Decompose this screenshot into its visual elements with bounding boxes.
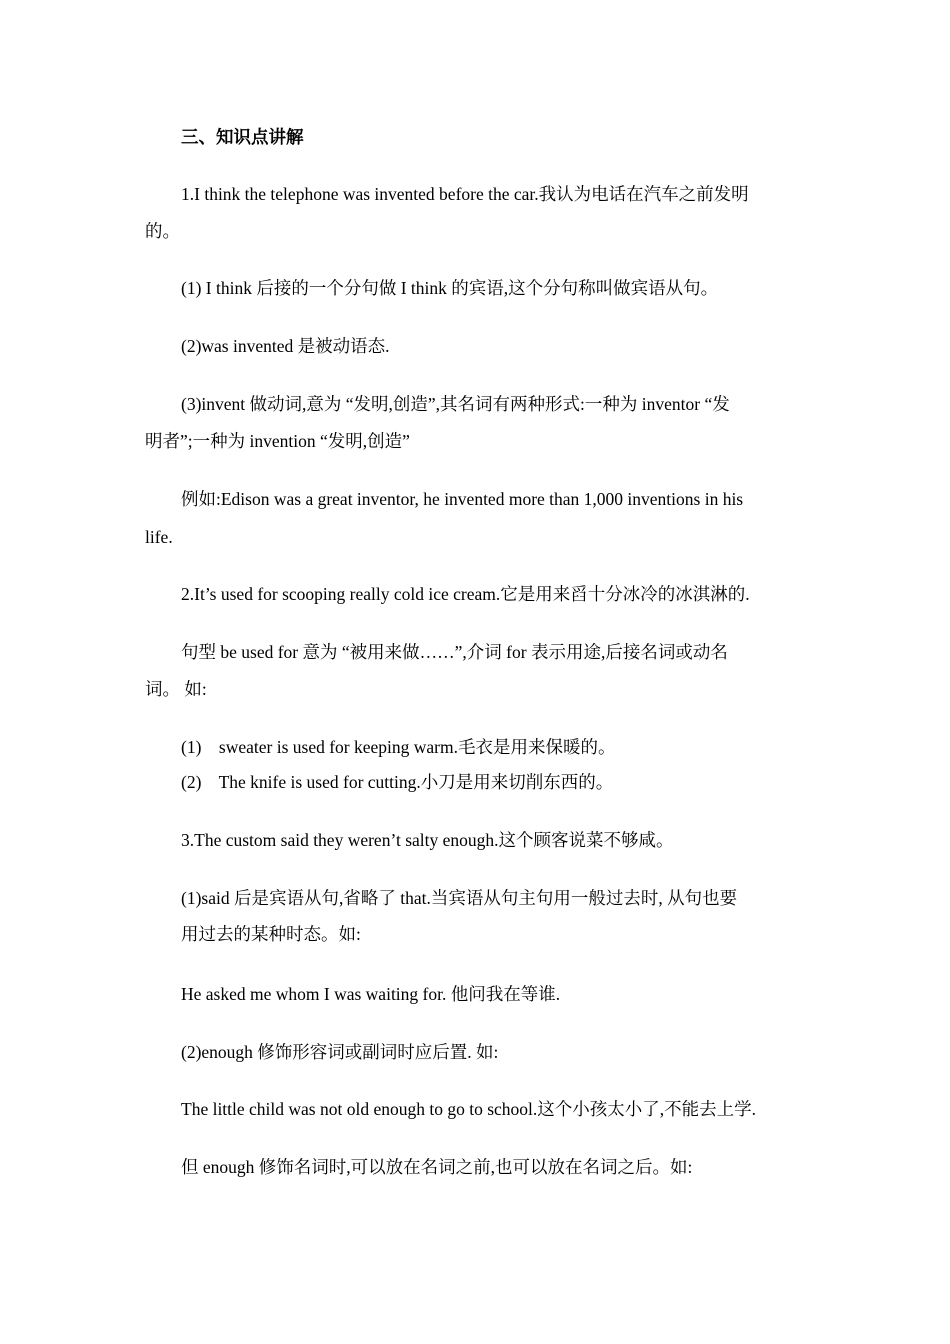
point-1-note-3-line-2: 明者”;一种为 invention “发明,创造”	[145, 431, 410, 451]
point-1-note-3-line-1: (3)invent 做动词,意为 “发明,创造”,其名词有两种形式:一种为 inventor “发	[181, 394, 730, 414]
point-1-line-1: 1.I think the telephone was invented before the car.我认为电话在汽车之前发明	[181, 184, 749, 204]
example-line-1: 例如:Edison was a great inventor, he invented more than 1,000 inventions in his	[181, 489, 744, 509]
example-line-2: life.	[145, 527, 173, 547]
point-3-note-1-line-2: 用过去的某种时态。如:	[181, 924, 361, 944]
point-1-note-1: (1) I think 后接的一个分句做 I think 的宾语,这个分句称叫做宾语从句。	[181, 278, 719, 298]
point-3-line: 3.The custom said they weren’t salty enough.这个顾客说菜不够咸。	[181, 830, 674, 850]
point-1-note-2: (2)was invented 是被动语态.	[181, 336, 390, 356]
point-3-note-3: 但 enough 修饰名词时,可以放在名词之前,也可以放在名词之后。如:	[181, 1157, 693, 1177]
example-item-2: (2) The knife is used for cutting.小刀是用来切削东西的。	[181, 772, 614, 792]
pattern-line-2: 词。 如:	[145, 679, 207, 699]
point-2-line: 2.It’s used for scooping really cold ice cream.它是用来舀十分冰冷的冰淇淋的.	[181, 584, 750, 604]
point-3-note-1-line-1: (1)said 后是宾语从句,省略了 that.当宾语从句主句用一般过去时, 从句也要	[181, 888, 738, 908]
example-sentence-2: The little child was not old enough to go to school.这个小孩太小了,不能去上学.	[181, 1099, 757, 1119]
point-1-line-2: 的。	[145, 221, 180, 241]
point-3-note-2: (2)enough 修饰形容词或副词时应后置. 如:	[181, 1042, 499, 1062]
pattern-line-1: 句型 be used for 意为 “被用来做……”,介词 for 表示用途,后接名词或动名	[181, 642, 728, 662]
section-heading: 三、知识点讲解	[181, 127, 304, 147]
example-item-1: (1) sweater is used for keeping warm.毛衣是用来保暖的。	[181, 737, 616, 757]
example-sentence-1: He asked me whom I was waiting for. 他问我在等谁.	[181, 984, 561, 1004]
